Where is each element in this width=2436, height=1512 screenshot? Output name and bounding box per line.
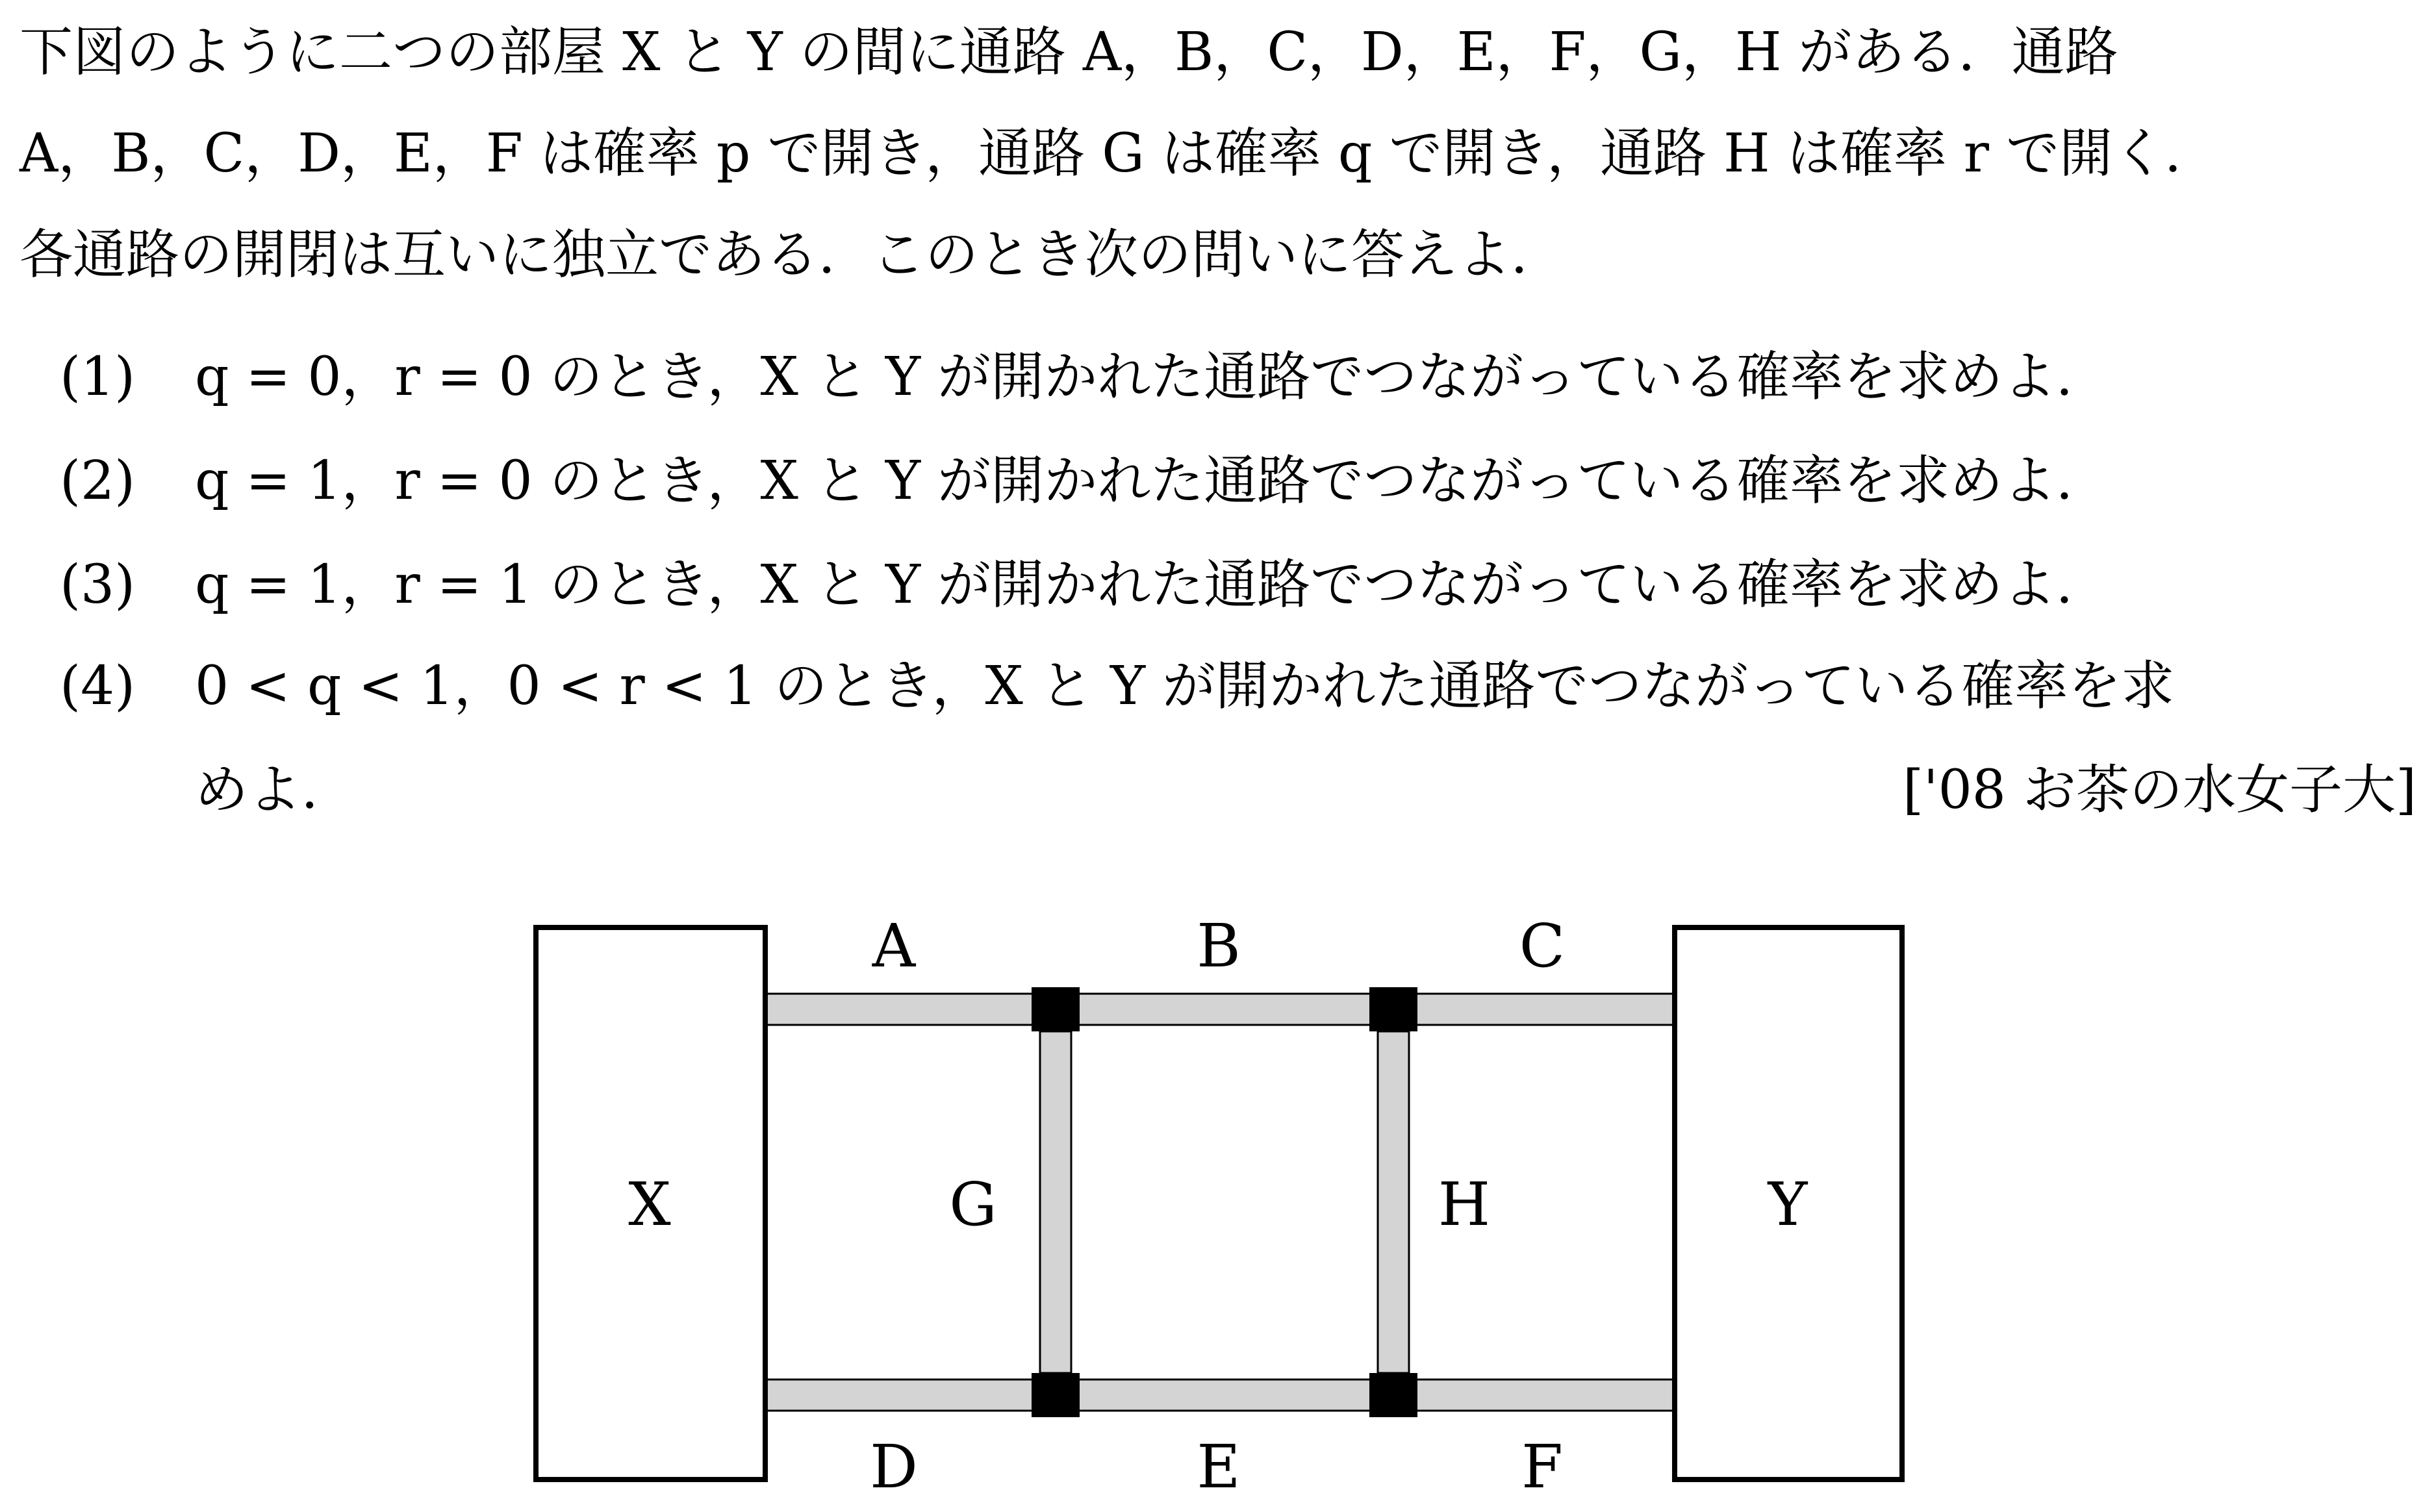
junction-bottom-left [1032,1373,1080,1417]
passage-d-label: D [870,1432,918,1502]
junction-top-left [1032,987,1080,1031]
question-3-text: q = 1，r = 1 のとき，X と Y が開かれた通路でつながっている確率を求めよ． [195,554,2110,616]
passage-c [1412,994,1675,1025]
passage-b-label: B [1197,911,1241,981]
question-1-text: q = 0，r = 0 のとき，X と Y が開かれた通路でつながっている確率を求めよ． [195,346,2110,408]
passage-d [765,1380,1037,1411]
passage-g [1040,1031,1071,1373]
question-1-number: (1) [60,346,136,408]
question-2-number: (2) [60,450,136,512]
question-4-continuation: めよ． [195,759,355,821]
passage-c-label: C [1519,911,1566,981]
passage-f [1412,1380,1675,1411]
room-x-label: X [628,1170,671,1239]
room-y-label: Y [1768,1170,1808,1239]
passage-a-label: A [872,911,916,981]
passage-h [1378,1031,1409,1373]
passage-e [1074,1380,1375,1411]
passage-a [765,994,1037,1025]
question-3-number: (3) [60,554,136,616]
intro-line-3: 各通路の開閉は互いに独立である．このとき次の問いに答えよ． [19,224,1565,286]
question-4-text: 0 < q < 1，0 < r < 1 のとき，X と Y が開かれた通路でつながっている確率を求 [195,655,2175,717]
question-4-number: (4) [60,655,136,717]
passage-f-label: F [1521,1432,1563,1502]
source-citation: ['08 お茶の水女子大] [1903,759,2417,821]
intro-line-2: A，B，C，D，E，F は確率 p で開き，通路 G は確率 q で開き，通路 H は確率 r で開く． [19,123,2218,184]
question-2-text: q = 1，r = 0 のとき，X と Y が開かれた通路でつながっている確率を求めよ． [195,450,2110,512]
junction-bottom-right [1369,1373,1417,1417]
passage-g-label: G [949,1170,997,1239]
intro-line-1: 下図のように二つの部屋 X と Y の間に通路 A，B，C，D，E，F，G，H がある．通路 [19,21,2118,83]
junction-top-right [1369,987,1417,1031]
passage-b [1074,994,1375,1025]
passage-h-label: H [1438,1170,1491,1239]
passage-e-label: E [1197,1432,1241,1502]
